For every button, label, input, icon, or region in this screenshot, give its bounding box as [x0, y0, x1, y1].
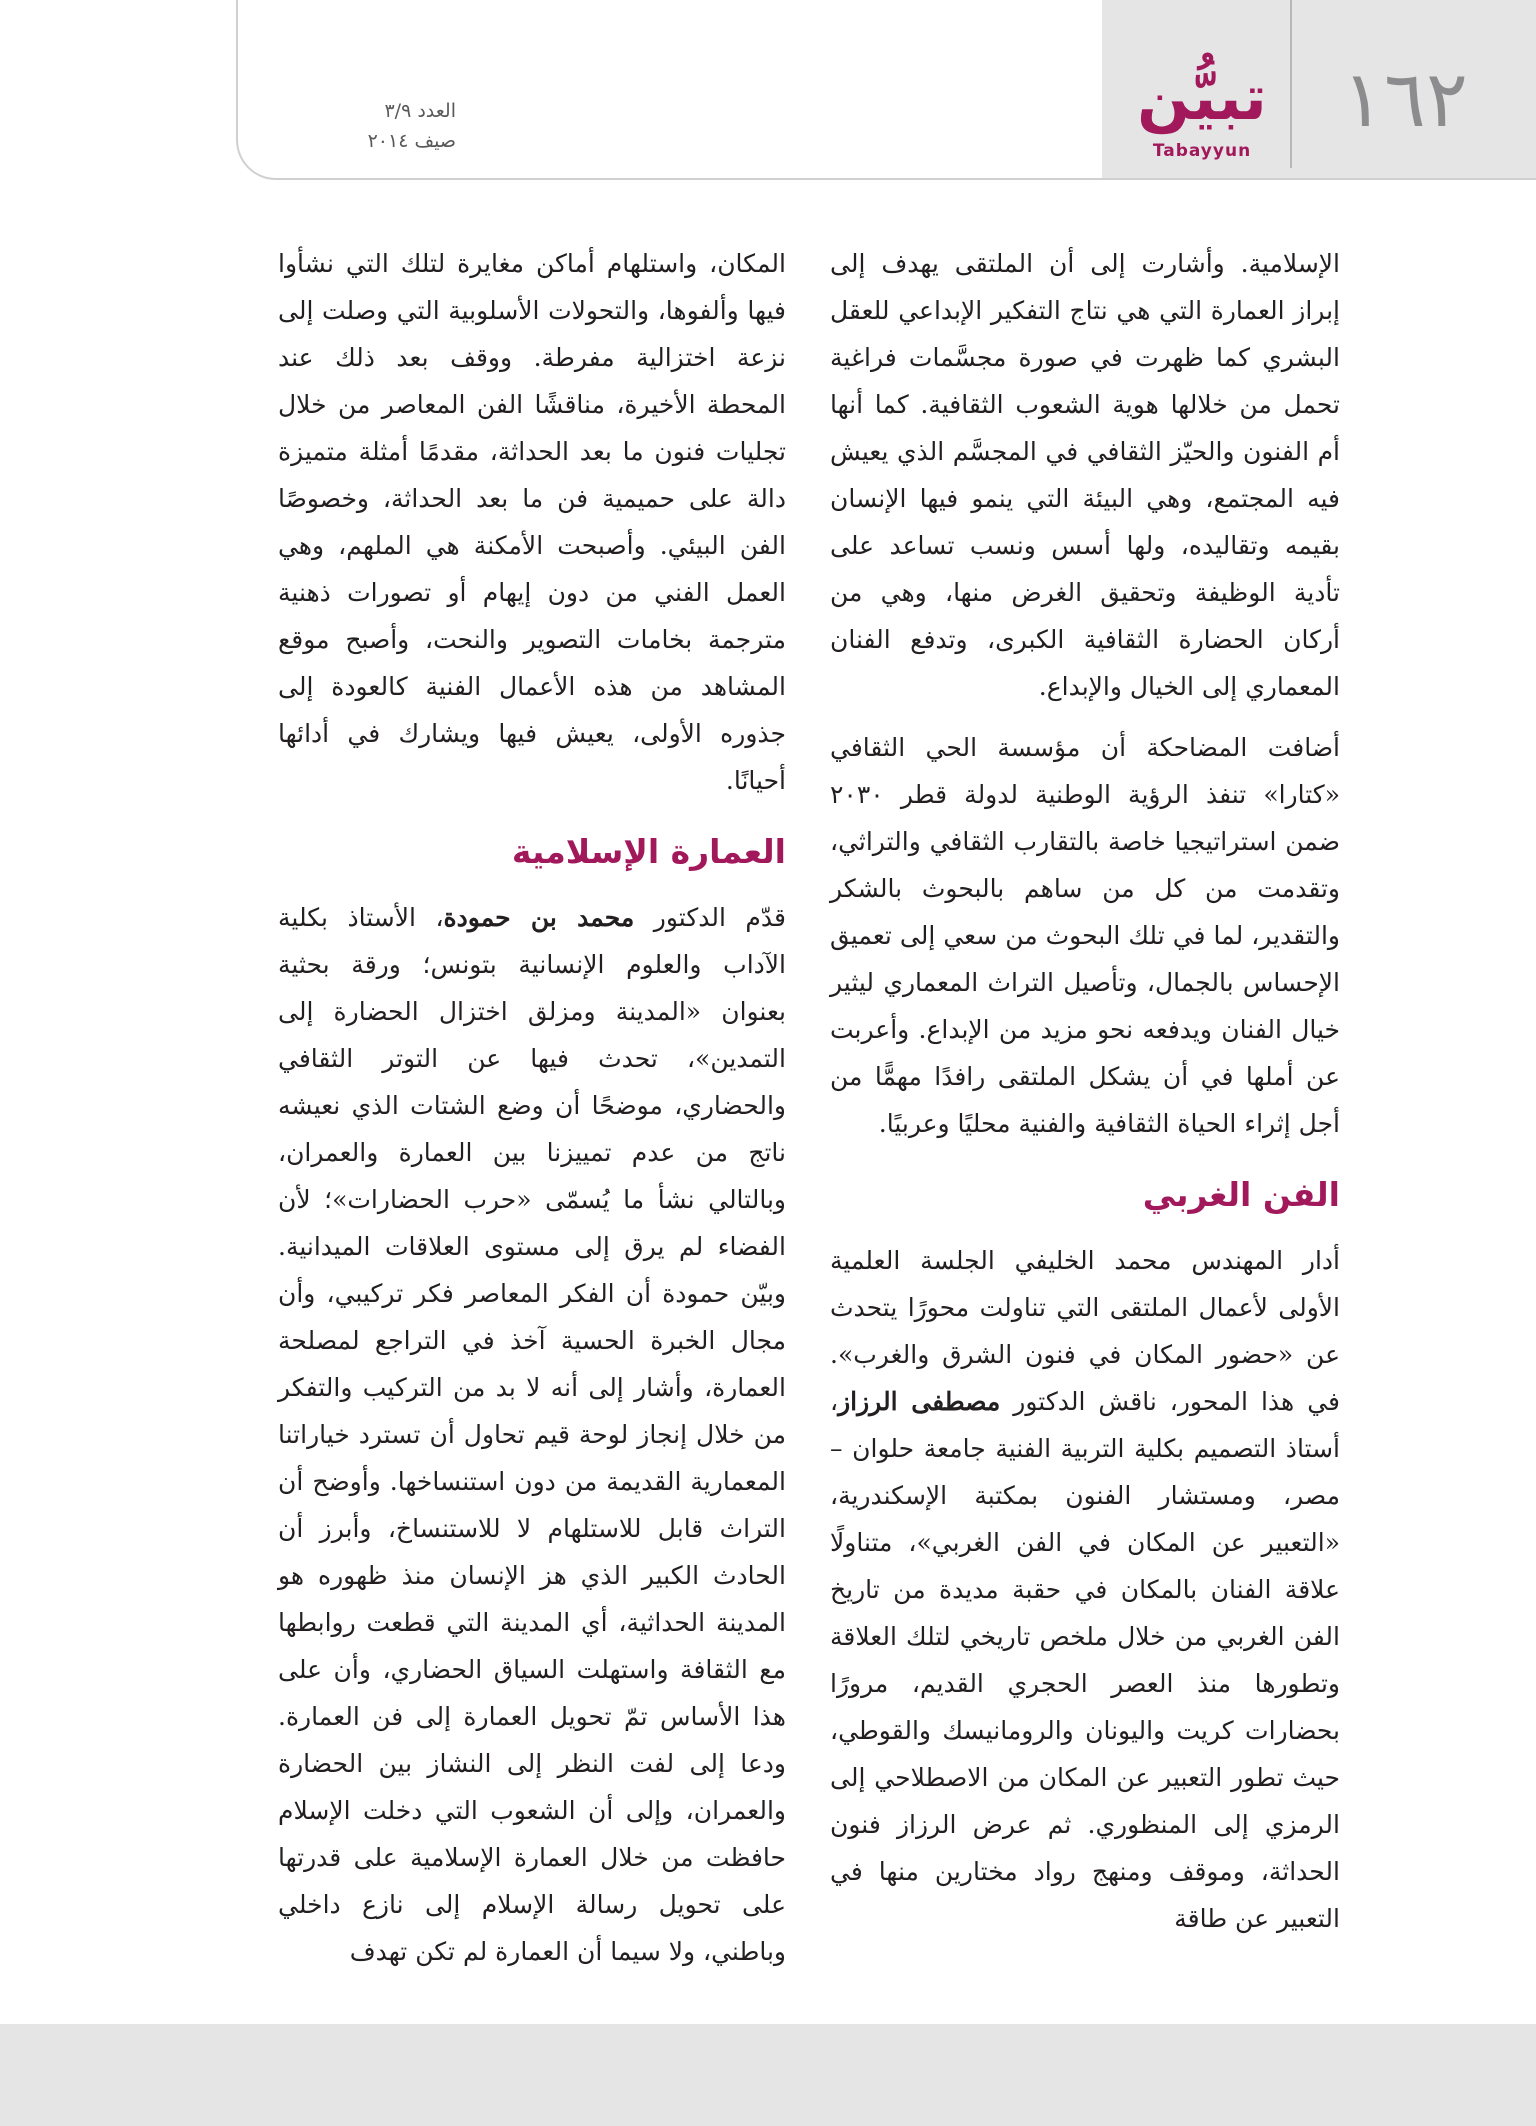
page-number: ١٦٢: [1342, 55, 1468, 145]
paragraph-text: أدار المهندس محمد الخليفي الجلسة العلمية الأولى لأعمال الملتقى التي تناولت محورًا يتحدث عن «حضور المكان في فنون الشرق والغرب». في هذا المحور، ناقش الدكتور: [830, 1246, 1340, 1416]
article-column-left: [278, 240, 786, 1975]
page-footer-band: [0, 2024, 1536, 2126]
paragraph-text: ، الأستاذ بكلية الآداب والعلوم الإنسانية بتونس؛ ورقة بحثية بعنوان «المدينة ومزلق اختزال الحضارة إلى التمدين»، تحدث فيها عن التوتر الثقافي والحضاري، موضحًا أن وضع الشتات الذي نعيشه ناتج من عدم تمييزنا بين العمارة والعمران، وبالتالي نشأ ما يُسمّى «حرب الحضارات»؛ لأن الفضاء لم يرق إلى مستوى العلاقات الميدانية. وبيّن حمودة أن الفكر المعاصر فكر تركيبي، وأن مجال الخبرة الحسية آخذ في التراجع لمصلحة العمارة، وأشار إلى أنه لا بد من التركيب والتفكر من خلال إنجاز لوحة قيم تحاول أن تسترد خياراتنا المعمارية القديمة من دون استنساخها. وأوضح أن التراث قابل للاستلهام لا للاستنساخ، وأبرز أن الحادث الكبير الذي هز الإنسان منذ ظهوره هو المدينة الحداثية، أي المدينة التي قطعت روابطها مع الثقافة واستهلت السياق الحضاري، وأن على هذا الأساس تمّ تحويل العمارة إلى فن العمارة. ودعا إلى لفت النظر إلى النشاز بين الحضارة والعمران، وإلى أن الشعوب التي دخلت الإسلام حافظت من خلال العمارة الإسلامية على قدرتها على تحويل رسالة الإسلام إلى نازع داخلي وباطني، ولا سيما أن العمارة لم تكن تهدف: [278, 903, 786, 1966]
paragraph-text: قدّم الدكتور: [634, 903, 786, 932]
paragraph: الإسلامية. وأشارت إلى أن الملتقى يهدف إلى إبراز العمارة التي هي نتاج التفكير الإبداعي للعقل البشري كما ظهرت في صورة مجسَّمات فراغية تحمل من خلالها هوية الشعوب الثقافية. كما أنها أم الفنون والحيّز الثقافي في المجسَّم الذي يعيش فيه المجتمع، وهي البيئة التي ينمو فيها الإنسان بقيمه وتقاليده، ولها أسس ونسب تساعد على تأدية الوظيفة وتحقيق الغرض منها، وهي من أركان الحضارة الثقافية الكبرى، وتدفع الفنان المعماري إلى الخيال والإبداع.: [830, 249, 1340, 701]
magazine-logo: تبيُّن: [1137, 61, 1267, 134]
issue-number: العدد ٣/٩: [384, 100, 456, 122]
paragraph: [278, 894, 786, 1975]
person-name: مصطفى الرزاز: [838, 1387, 1001, 1416]
paragraph: المكان، واستلهام أماكن مغايرة لتلك التي نشأوا فيها وألفوها، والتحولات الأسلوبية التي وصلت إلى نزعة اختزالية مفرطة. ووقف بعد ذلك عند المحطة الأخيرة، مناقشًا الفن المعاصر من خلال تجليات فنون ما بعد الحداثة، مقدمًا أمثلة متميزة دالة على حميمية فن ما بعد الحداثة، وخصوصًا الفن البيئي. وأصبحت الأمكنة هي الملهم، وهي العمل الفني من دون إيهام أو تصورات ذهنية مترجمة بخامات التصوير والنحت، وأصبح موقع المشاهد من هذه الأعمال الفنية كالعودة إلى جذوره الأولى، يعيش فيها ويشارك في أدائها أحيانًا.: [278, 249, 786, 795]
article-column-right: [830, 240, 1340, 1942]
paragraph: [830, 1237, 1340, 1942]
section-heading-islamic-architecture: العمارة الإسلامية: [511, 832, 786, 871]
issue-season: صيف ٢٠١٤: [367, 130, 456, 152]
section-heading-western-art: الفن الغربي: [1142, 1175, 1340, 1214]
person-name: محمد بن حمودة: [443, 903, 635, 932]
header-divider: [1290, 0, 1292, 168]
magazine-logo-latin: Tabayyun: [1152, 141, 1252, 161]
paragraph-text: ، أستاذ التصميم بكلية التربية الفنية جامعة حلوان – مصر، ومستشار الفنون بمكتبة الإسكندرية، «التعبير عن المكان في الفن الغربي»، متناولًا علاقة الفنان بالمكان في حقبة مديدة من تاريخ الفن الغربي من خلال ملخص تاريخي لتلك العلاقة وتطورها منذ العصر الحجري القديم، مرورًا بحضارات كريت واليونان والرومانيسك والقوطي، حيث تطور التعبير عن المكان من الاصطلاحي إلى الرمزي إلى المنظوري. ثم عرض الرزاز فنون الحداثة، وموقف ومنهج رواد مختارين منها في التعبير عن طاقة: [830, 1387, 1340, 1933]
issue-info: [256, 96, 456, 156]
paragraph: أضافت المضاحكة أن مؤسسة الحي الثقافي «كتارا» تنفذ الرؤية الوطنية لدولة قطر ٢٠٣٠ ضمن استراتيجيا خاصة بالتقارب الثقافي والتراثي، وتقدمت من كل من ساهم بالبحوث بالشكر والتقدير، لما في تلك البحوث من سعي إلى تعميق الإحساس بالجمال، وتأصيل التراث المعماري ليثير خيال الفنان ويدفعه نحو مزيد من الإبداع. وأعربت عن أملها في أن يشكل الملتقى رافدًا مهمًّا من أجل إثراء الحياة الثقافية والفنية محليًا وعربيًا.: [830, 733, 1340, 1138]
